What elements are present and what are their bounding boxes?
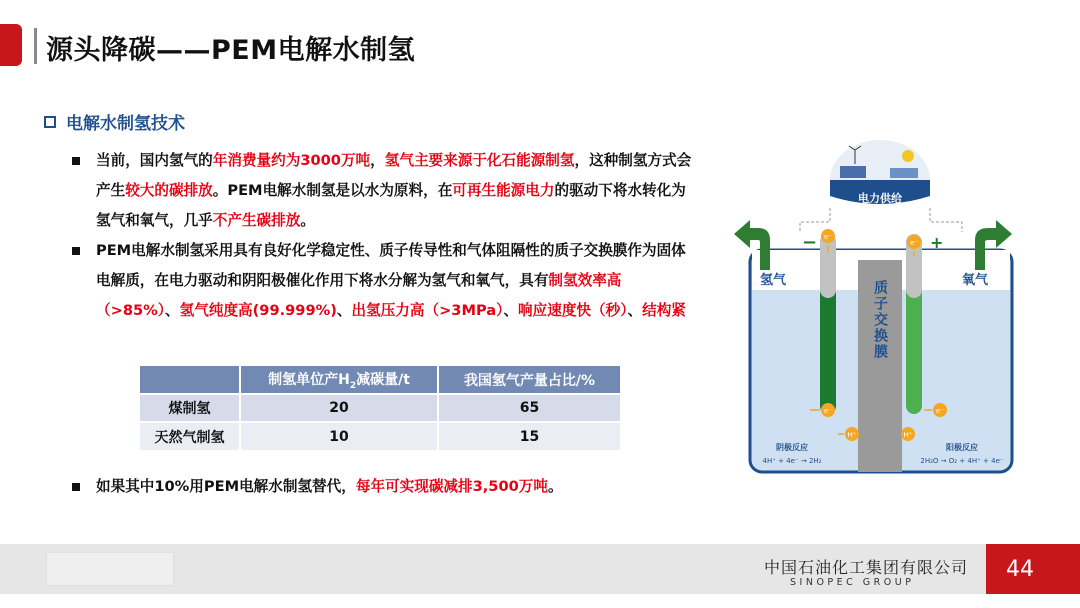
hydrogen-production-table xyxy=(140,366,620,450)
b2-highlight-4: 响应速度快（秒） xyxy=(518,302,628,319)
membrane-label: 质子交换膜 xyxy=(872,280,888,360)
hydrogen-label: 氢气 xyxy=(760,273,787,288)
table-row-label: 煤制氢 xyxy=(140,394,240,422)
cathode-reaction-equation: 4H⁺ + 4e⁻ → 2H₂ xyxy=(762,457,822,465)
electron-symbol: e⁻ xyxy=(823,407,833,415)
b2-highlight-2: 氢气纯度高(99.999%) xyxy=(179,302,337,319)
title-accent-bar xyxy=(0,24,22,66)
b2-highlight-3: 出氢压力高（>3MPa） xyxy=(351,302,504,319)
b3-highlight-1: 每年可实现碳减排3,500万吨 xyxy=(355,478,548,495)
cathode-reaction-title: 阴极反应 xyxy=(776,443,808,452)
table-header-carbon: 制氢单位产$H_2$减碳量/t xyxy=(240,366,438,394)
proton-symbol: H⁺ xyxy=(903,431,913,439)
anode-reaction-title: 阳极反应 xyxy=(946,443,978,452)
b3-text-1: 如果其中10%用PEM电解水制氢替代， xyxy=(96,478,356,495)
b1-text-5: 的驱动下将水转化为氢气和氧气，几乎 xyxy=(96,182,686,229)
b1-text-4: 。PEM电解水制氢是以水为原料，在 xyxy=(212,182,453,199)
anode-reaction-equation: 2H₂O → O₂ + 4H⁺ + 4e⁻ xyxy=(920,457,1004,465)
page-number: 44 xyxy=(986,544,1080,594)
table-row xyxy=(140,422,620,450)
bullet-list xyxy=(70,146,695,326)
b2-highlight-5: 结构紧 xyxy=(642,302,686,319)
oxygen-label: 氧气 xyxy=(962,273,989,288)
table-cell: 10 xyxy=(240,422,438,450)
electron-symbol: e⁻ xyxy=(935,407,945,415)
b1-highlight-4: 可再生能源电力 xyxy=(452,182,555,199)
proton-symbol: H⁺ xyxy=(847,431,857,439)
company-name-en: SINOPEC GROUP xyxy=(790,577,915,588)
anode-plus-sign: + xyxy=(930,233,944,252)
pem-electrolysis-diagram xyxy=(730,140,1030,480)
power-supply-label: 电力供给 xyxy=(858,192,902,205)
electron-symbol: e⁻ xyxy=(823,233,833,241)
b2-text-4: 、 xyxy=(503,302,519,319)
footer-logo-placeholder xyxy=(46,552,174,586)
b2-text-5: 、 xyxy=(627,302,643,319)
table-row-label: 天然气制氢 xyxy=(140,422,240,450)
table-cell: 15 xyxy=(438,422,620,450)
b1-highlight-2: 氢气主要来源于化石能源制氢 xyxy=(384,152,575,169)
slide-title: 源头降碳——PEM电解水制氢 xyxy=(46,35,416,66)
b1-text-6: 。 xyxy=(300,212,315,229)
table-header-share: 我国氢气产量占比/% xyxy=(438,366,620,394)
cathode-minus-sign: − xyxy=(802,232,818,253)
section-heading xyxy=(44,109,185,134)
b3-text-2: 。 xyxy=(547,478,563,495)
electron-symbol: e⁻ xyxy=(909,239,919,247)
table-header-blank xyxy=(140,366,240,394)
b1-text-2: ， xyxy=(370,152,385,169)
table-header-row xyxy=(140,366,620,394)
b1-text-3: ，这种制氢方式会产生 xyxy=(96,152,692,199)
bullet-item-2 xyxy=(70,236,695,326)
b1-highlight-5: 不产生碳排放 xyxy=(212,212,301,229)
hollow-square-bullet-icon xyxy=(44,116,56,128)
section-heading-text: 电解水制氢技术 xyxy=(66,114,185,134)
table-cell: 20 xyxy=(240,394,438,422)
bullet-item-3 xyxy=(70,472,770,502)
b1-highlight-1: 年消费量约为3000万吨 xyxy=(212,152,371,169)
b1-highlight-3: 较大的碳排放 xyxy=(125,182,213,199)
bullet-item-1 xyxy=(70,146,695,236)
company-name-cn: 中国石油化工集团有限公司 xyxy=(764,558,969,577)
b2-text-2: 、 xyxy=(165,302,180,319)
b1-text-1: 当前，国内氢气的 xyxy=(96,152,213,169)
table-row xyxy=(140,394,620,422)
b2-highlight-1: 制氢效率高（>85%） xyxy=(96,272,622,319)
b2-text-1: PEM电解水制氢采用具有良好化学稳定性、质子传导性和气体阻隔性的质子交换膜作为固体电解质，在电力驱动和阴阳极催化作用下将水分解为氢气和氧气，具有 xyxy=(96,242,686,289)
b2-text-3: 、 xyxy=(336,302,352,319)
title-divider xyxy=(34,28,37,64)
table-cell: 65 xyxy=(438,394,620,422)
